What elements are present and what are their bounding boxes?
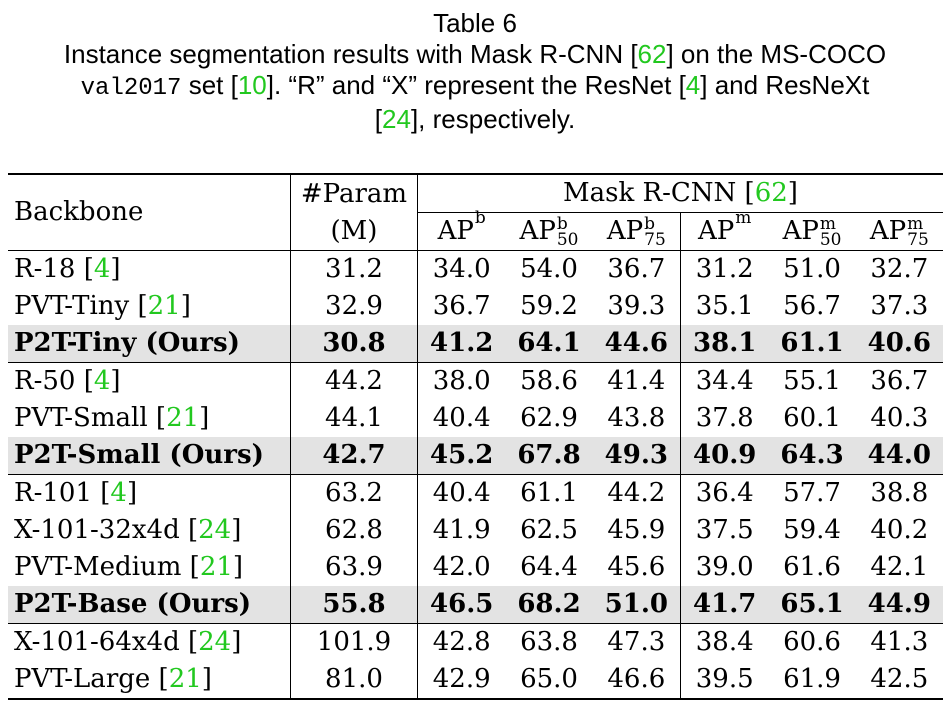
backbone-cell	[8, 512, 291, 549]
table-label: Table 6	[433, 8, 517, 38]
metric-value-cell: 61.1	[768, 325, 855, 363]
table-row	[8, 475, 943, 513]
citation-link[interactable]: 4	[110, 478, 127, 508]
metric-value-cell: 35.1	[681, 288, 769, 325]
backbone-cell	[8, 661, 291, 699]
metric-superscript: b	[474, 208, 486, 228]
group-header-mask-rcnn	[418, 174, 944, 213]
metric-subscript	[475, 226, 486, 242]
metric-value-cell: 41.9	[432, 515, 491, 545]
metric-subscript: 50	[556, 230, 579, 250]
metric-subscript: 75	[907, 230, 929, 250]
metric-superscript: m	[735, 208, 752, 228]
metric-value-cell: 51.0	[783, 254, 841, 284]
metric-value-cell: 59.4	[783, 515, 841, 545]
metric-value-cell: 46.6	[607, 664, 666, 694]
backbone-name: X-101-32x4d [	[14, 515, 199, 545]
metric-value-cell: 62.5	[520, 515, 578, 545]
metric-value-cell: 38.4	[681, 624, 769, 662]
metric-superscript: b	[556, 214, 568, 234]
metric-value-cell: 40.4	[432, 403, 491, 433]
metric-value-cell: 37.3	[870, 291, 929, 321]
metric-value-cell: 41.2	[418, 325, 506, 363]
param-cell: 63.9	[291, 549, 418, 586]
metric-value-cell: 40.9	[681, 437, 769, 475]
metric-value-cell: 55.1	[783, 366, 841, 396]
metric-value-cell: 65.0	[520, 664, 578, 694]
metric-value-cell: 40.2	[870, 515, 929, 545]
backbone-name: R-50 [	[14, 366, 94, 396]
metric-scripts	[644, 216, 666, 248]
metric-value-cell: 39.5	[681, 661, 769, 699]
backbone-cell	[8, 549, 291, 586]
table-row	[8, 251, 943, 289]
metric-value-cell: 64.3	[768, 437, 855, 475]
column-header-backbone: Backbone	[8, 174, 291, 251]
backbone-cell	[8, 363, 291, 401]
metric-value-cell: 36.7	[432, 291, 491, 321]
metric-superscript: m	[819, 214, 836, 234]
metric-value-cell: 43.8	[607, 403, 666, 433]
metric-value-cell: 39.0	[681, 549, 769, 586]
metric-value-cell: 63.8	[520, 627, 578, 657]
metric-value-cell: 59.2	[520, 291, 578, 321]
metric-value-cell: 61.6	[783, 552, 841, 582]
caption-text: ] and ResNeXt	[700, 70, 870, 100]
metric-scripts	[475, 210, 486, 242]
metric-value-cell: 51.0	[593, 586, 681, 624]
metric-value-cell: 62.9	[520, 403, 578, 433]
param-cell: 81.0	[291, 661, 418, 699]
metric-value-cell: 44.9	[856, 586, 943, 624]
citation-close: ]	[180, 291, 191, 321]
backbone-name: PVT-Large [	[14, 664, 169, 694]
metric-value-cell: 45.2	[418, 437, 506, 475]
group-title-close: ]	[787, 178, 798, 208]
metric-value-cell: 34.4	[681, 363, 769, 401]
citation-close: ]	[231, 515, 242, 545]
metric-value-cell: 34.0	[432, 254, 491, 284]
metric-value-cell: 47.3	[607, 627, 666, 657]
param-unit: (M)	[330, 215, 378, 246]
table-caption	[0, 8, 950, 135]
citation-link[interactable]: 10	[237, 70, 267, 100]
metric-subscript: 50	[819, 230, 842, 250]
metric-value-cell: 38.1	[681, 325, 769, 363]
metric-value-cell: 40.6	[856, 325, 943, 363]
metric-superscript: m	[907, 214, 924, 234]
metric-subscript	[735, 226, 751, 242]
metric-value-cell: 39.3	[607, 291, 666, 321]
metric-value-cell: 67.8	[505, 437, 592, 475]
metric-value-cell: 68.2	[505, 586, 592, 624]
table-row	[8, 661, 943, 699]
metric-base: AP	[606, 216, 644, 246]
backbone-name: P2T-Tiny (Ours)	[14, 328, 240, 358]
backbone-name: PVT-Small [	[14, 403, 167, 433]
backbone-cell	[8, 400, 291, 437]
metric-subscript: 75	[644, 230, 666, 250]
metric-header	[856, 213, 943, 251]
param-cell: 55.8	[291, 586, 418, 624]
citation-link[interactable]: 24	[382, 104, 411, 134]
backbone-cell	[8, 251, 291, 289]
metric-value-cell: 38.8	[870, 478, 929, 508]
citation-close: ]	[231, 627, 242, 657]
metric-value-cell: 49.3	[593, 437, 681, 475]
results-table	[8, 173, 943, 700]
backbone-name: R-101 [	[14, 478, 111, 508]
caption-text: Instance segmentation results with Mask R-CNN [	[63, 39, 638, 69]
backbone-cell	[8, 475, 291, 513]
metric-scripts	[907, 216, 929, 248]
metric-base: AP	[437, 216, 474, 246]
caption-line-2	[0, 70, 950, 104]
table-row	[8, 288, 943, 325]
metric-value-cell: 58.6	[520, 366, 578, 396]
backbone-cell	[8, 325, 291, 363]
metric-value-cell: 42.1	[870, 552, 929, 582]
citation-close: ]	[232, 552, 244, 582]
param-cell: 30.8	[291, 325, 418, 363]
metric-value-cell: 61.9	[783, 664, 841, 694]
metric-scripts	[735, 210, 751, 242]
group-title: Mask R-CNN [	[563, 178, 755, 208]
metric-value-cell: 46.5	[418, 586, 506, 624]
metric-value-cell: 41.7	[681, 586, 769, 624]
param-cell: 63.2	[291, 475, 418, 513]
metric-header	[505, 213, 592, 251]
citation-close: ]	[110, 366, 121, 396]
table-row	[8, 512, 943, 549]
citation-link[interactable]: 21	[147, 291, 181, 321]
param-cell: 42.7	[291, 437, 418, 475]
metric-header	[681, 208, 769, 251]
metric-value-cell: 64.4	[520, 552, 578, 582]
citation-link[interactable]: 21	[199, 552, 233, 582]
metric-value-cell: 60.6	[783, 627, 841, 657]
metric-value-cell: 45.9	[607, 515, 666, 545]
metric-value-cell: 37.8	[681, 400, 769, 437]
backbone-name: X-101-64x4d [	[14, 627, 199, 657]
metric-header	[593, 213, 681, 251]
citation-link[interactable]: 4	[93, 366, 111, 396]
table-row	[8, 549, 943, 586]
param-cell: 32.9	[291, 288, 418, 325]
metric-value-cell: 42.5	[870, 664, 929, 694]
backbone-cell	[8, 624, 291, 662]
caption-text: ], respectively.	[410, 104, 576, 134]
metric-value-cell: 64.1	[505, 325, 592, 363]
table-body	[8, 251, 943, 700]
metric-value-cell: 31.2	[681, 251, 769, 289]
metric-base: AP	[869, 216, 907, 246]
caption-code: val2017	[80, 75, 182, 102]
metric-value-cell: 36.4	[681, 475, 769, 513]
metric-value-cell: 45.6	[607, 552, 666, 582]
metric-base: AP	[519, 216, 556, 246]
metric-value-cell: 40.3	[870, 403, 929, 433]
metric-value-cell: 56.7	[783, 291, 841, 321]
citation-link[interactable]: 62	[754, 178, 788, 208]
metric-value-cell: 57.7	[783, 478, 841, 508]
metric-superscript: b	[644, 214, 656, 234]
citation-link[interactable]: 21	[168, 664, 202, 694]
metric-value-cell: 41.3	[870, 627, 929, 657]
caption-text: [	[374, 104, 383, 134]
citation-link[interactable]: 4	[93, 254, 111, 284]
caption-text: ]. “R” and “X” represent the ResNet [	[266, 70, 686, 100]
backbone-name: PVT-Tiny [	[14, 291, 148, 321]
metric-value-cell: 54.0	[520, 254, 578, 284]
metric-value-cell: 61.1	[520, 478, 578, 508]
table-row	[8, 586, 943, 624]
backbone-cell	[8, 437, 291, 475]
metric-value-cell: 32.7	[870, 254, 929, 284]
metric-base: AP	[698, 216, 735, 246]
metric-value-cell: 44.2	[607, 478, 666, 508]
header-row	[8, 174, 943, 213]
metric-value-cell: 44.0	[856, 437, 943, 475]
citation-close: ]	[110, 254, 121, 284]
metric-scripts	[820, 216, 842, 248]
metric-value-cell: 37.5	[681, 512, 769, 549]
metric-value-cell: 44.6	[593, 325, 681, 363]
metric-header	[418, 208, 506, 251]
metric-value-cell: 38.0	[432, 366, 491, 396]
metric-value-cell: 65.1	[768, 586, 855, 624]
backbone-name: R-18 [	[14, 254, 94, 284]
backbone-name: P2T-Base (Ours)	[14, 589, 252, 619]
param-cell: 44.1	[291, 400, 418, 437]
metric-base: AP	[782, 216, 819, 246]
metric-value-cell: 60.1	[783, 403, 841, 433]
citation-close: ]	[201, 664, 212, 694]
metric-scripts	[557, 216, 579, 248]
citation-link[interactable]: 24	[198, 515, 232, 545]
caption-text: set [	[181, 70, 238, 100]
backbone-cell	[8, 586, 291, 624]
citation-close: ]	[199, 403, 210, 433]
metric-value-cell: 41.4	[607, 366, 666, 396]
table-row	[8, 400, 943, 437]
param-cell: 62.8	[291, 512, 418, 549]
table-row	[8, 624, 943, 662]
metric-header	[768, 213, 855, 251]
caption-text: ] on the MS-COCO	[666, 39, 887, 69]
param-cell: 101.9	[291, 624, 418, 662]
table-row	[8, 437, 943, 475]
param-cell: 31.2	[291, 251, 418, 289]
caption-line-3	[0, 104, 950, 135]
column-header-param	[291, 174, 418, 251]
citation-link[interactable]: 24	[198, 627, 232, 657]
caption-line-1	[0, 39, 950, 70]
metric-value-cell: 42.9	[432, 664, 491, 694]
metric-value-cell: 40.4	[432, 478, 491, 508]
table-row	[8, 363, 943, 401]
backbone-name: P2T-Small (Ours)	[14, 440, 264, 470]
table-row	[8, 325, 943, 363]
metric-value-cell: 42.8	[432, 627, 491, 657]
metric-value-cell: 42.0	[432, 552, 491, 582]
param-label: #Param	[300, 178, 408, 209]
metric-value-cell: 36.7	[607, 254, 666, 284]
backbone-cell	[8, 288, 291, 325]
citation-link[interactable]: 4	[685, 70, 701, 100]
citation-link[interactable]: 21	[166, 403, 200, 433]
citation-close: ]	[126, 478, 138, 508]
metric-value-cell: 36.7	[870, 366, 929, 396]
param-cell: 44.2	[291, 363, 418, 401]
citation-link[interactable]: 62	[637, 39, 667, 69]
backbone-name: PVT-Medium [	[14, 552, 200, 582]
